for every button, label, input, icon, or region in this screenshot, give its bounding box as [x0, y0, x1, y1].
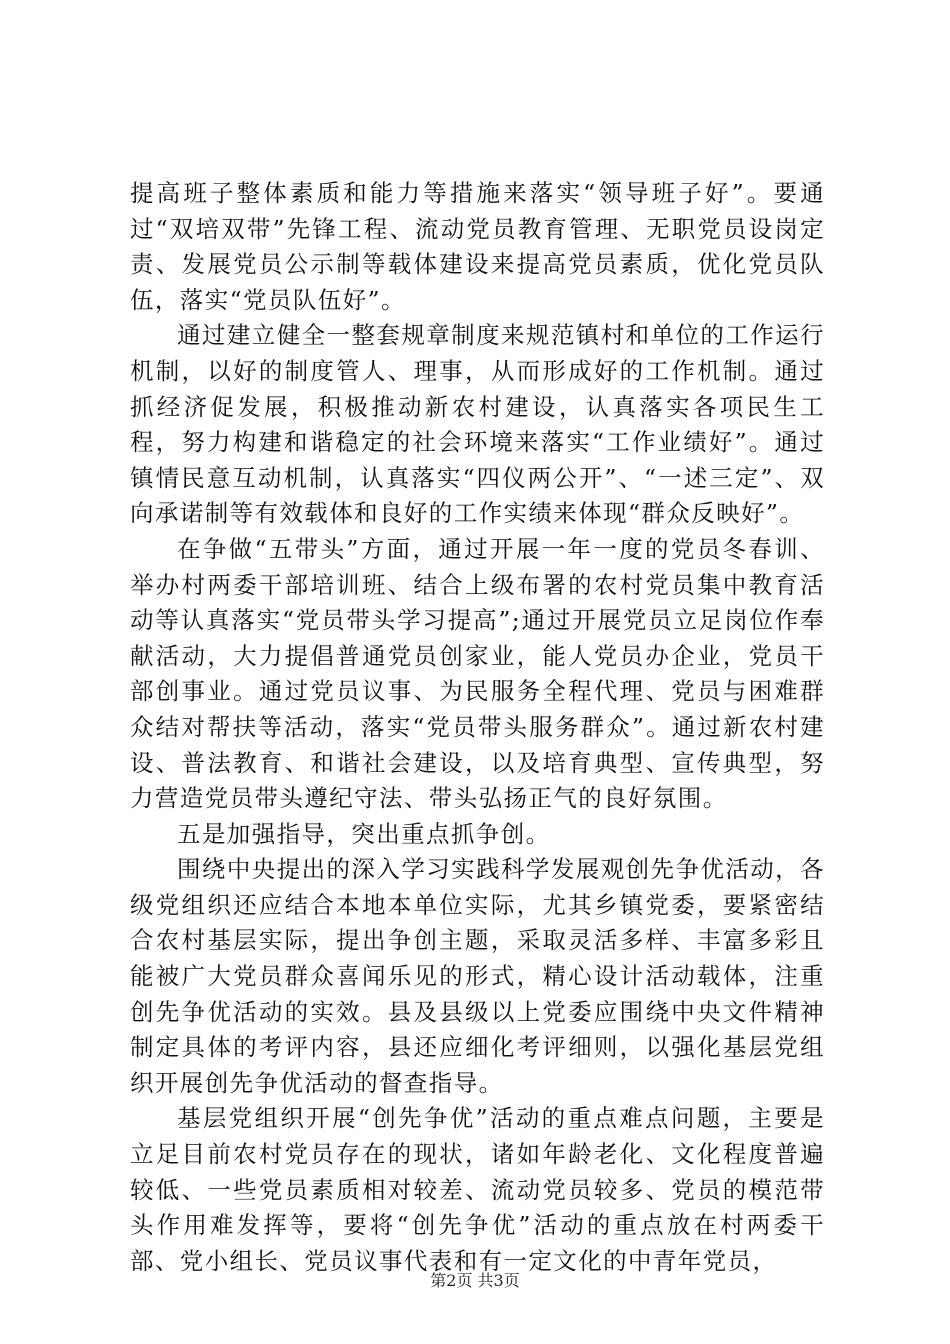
paragraph-work-mechanism: 通过建立健全一整套规章制度来规范镇村和单位的工作运行机制，以好的制度管人、理事，从而形成好的工作机制。通过抓经济促发展，积极推动新农村建设，认真落实各项民生工程，努力构建和谐稳定的社会环境来落实“工作业绩好”。通过镇情民意互动机制，认真落实“四仪两公开”、“一述三定”、双向承诺制等有效载体和良好的工作实绩来体现“群众反映好”。: [130, 321, 825, 528]
paragraph-key-issues: 基层党组织开展“创先争优”活动的重点难点问题，主要是立足目前农村党员存在的现状，诸如年龄老化、文化程度普遍较低、一些党员素质相对较差、流动党员较多、党员的模范带头作用难发挥等，要将“创先争优”活动的重点放在村两委干部、党小组长、党员议事代表和有一定文化的中青年党员，: [130, 1104, 825, 1275]
document-body: [130, 176, 825, 1279]
paragraph-guidance: 围绕中央提出的深入学习实践科学发展观创先争优活动，各级党组织还应结合本地本单位实际，尤其乡镇党委，要紧密结合农村基层实际，提出争创主题，采取灵活多样、丰富多彩且能被广大党员群众喜闻乐见的形式，精心设计活动载体，注重创先争优活动的实效。县及县级以上党委应围绕中央文件精神制定具体的考评内容，县还应细化考评细则，以强化基层党组织开展创先争优活动的督查指导。: [130, 855, 825, 1097]
paragraph-continuation: 提高班子整体素质和能力等措施来落实“领导班子好”。要通过“双培双带”先锋工程、流动党员教育管理、无职党员设岗定责、发展党员公示制等载体建设来提高党员素质，优化党员队伍，落实“党员队伍好”。: [130, 179, 825, 314]
paragraph-section-heading: 五是加强指导，突出重点抓争创。: [177, 819, 551, 848]
paragraph-five-leads: 在争做“五带头”方面，通过开展一年一度的党员冬春训、举办村两委干部培训班、结合上级布署的农村党员集中教育活动等认真落实“党员带头学习提高”;通过开展党员立足岗位作奉献活动，大力提倡普通党员创家业，能人党员办企业，党员干部创事业。通过党员议事、为民服务全程代理、党员与困难群众结对帮扶等活动，落实“党员带头服务群众”。通过新农村建设、普法教育、和谐社会建设，以及培育典型、宣传典型，努力营造党员带头遵纪守法、带头弘扬正气的良好氛围。: [130, 534, 825, 813]
page-number-footer: 第2页 共3页: [430, 1271, 520, 1290]
